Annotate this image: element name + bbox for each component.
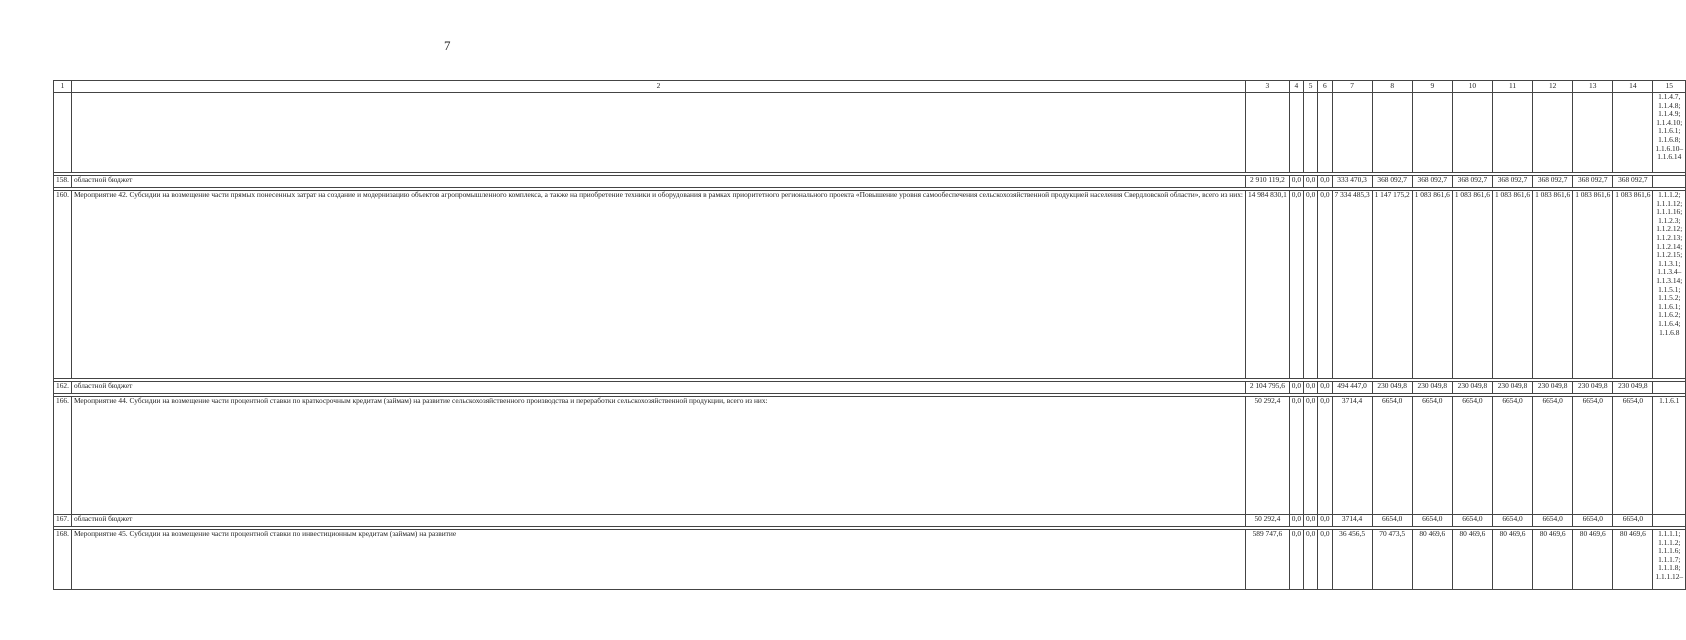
code-item: 1.1.2.12; [1656,224,1683,234]
value-cell: 6654,0 [1372,397,1412,515]
column-header: 13 [1573,81,1613,93]
row-name-cell: областной бюджет [71,382,1245,394]
codes-cell [1653,515,1686,527]
code-item: 1.1.6.1; [1658,126,1681,136]
value-cell: 333 470,3 [1332,176,1372,188]
value-cell: 80 469,6 [1492,530,1532,590]
value-cell: 230 049,8 [1492,382,1532,394]
code-item: 1.1.6.1; [1658,301,1681,311]
value-cell: 0,0 [1304,515,1318,527]
value-cell: 1 083 861,6 [1492,191,1532,379]
value-cell: 6654,0 [1412,515,1452,527]
value-cell: 368 092,7 [1412,176,1452,188]
value-cell: 0,0 [1318,397,1332,515]
value-cell: 6654,0 [1452,397,1492,515]
code-item: 1.1.5.1; [1658,284,1681,294]
row-number-cell: 162. [54,382,72,394]
value-cell: 6654,0 [1533,515,1573,527]
value-cell: 368 092,7 [1452,176,1492,188]
code-item: 1.1.1.12; [1656,198,1683,208]
value-cell: 6654,0 [1412,397,1452,515]
value-cell: 36 456,5 [1332,530,1372,590]
code-item: 1.1.2.3; [1658,215,1681,225]
value-cell: 6654,0 [1573,515,1613,527]
codes-cell [1653,382,1686,394]
column-header: 3 [1245,81,1289,93]
row-name-cell: областной бюджет [71,515,1245,527]
codes-cell [1653,530,1686,590]
value-cell: 368 092,7 [1613,176,1653,188]
value-cell: 80 469,6 [1573,530,1613,590]
value-cell: 0,0 [1304,176,1318,188]
code-item: 1.1.1.2; [1658,190,1681,199]
value-cell: 6654,0 [1613,515,1653,527]
value-cell: 7 334 485,3 [1332,191,1372,379]
column-header: 6 [1318,81,1332,93]
code-item: 1.1.1.7; [1658,554,1681,564]
code-item: 1.1.2.13; [1656,232,1683,242]
code-item: 1.1.4.8; [1658,100,1681,110]
table-row [54,93,1686,173]
row-name-cell [71,93,1245,173]
value-cell: 0,0 [1289,176,1303,188]
value-cell: 368 092,7 [1492,176,1532,188]
code-item: 1.1.1.2; [1658,537,1681,547]
table-row [54,397,1686,515]
value-cell: 494 447,0 [1332,382,1372,394]
value-cell [1289,93,1303,173]
value-cell [1412,93,1452,173]
value-cell: 2 104 795,6 [1245,382,1289,394]
value-cell: 0,0 [1289,530,1303,590]
value-cell: 0,0 [1318,530,1332,590]
value-cell: 3714,4 [1332,397,1372,515]
code-item: 1.1.1.16; [1656,207,1683,217]
value-cell: 0,0 [1318,515,1332,527]
value-cell [1304,93,1318,173]
column-header: 10 [1452,81,1492,93]
value-cell: 0,0 [1304,530,1318,590]
value-cell: 0,0 [1304,191,1318,379]
code-item: 1.1.1.1; [1658,529,1681,538]
row-name-cell: Мероприятие 45. Субсидии на возмещение части процентной ставки по инвестиционным кредитам (займам) на развитие [71,530,1245,590]
value-cell: 6654,0 [1573,397,1613,515]
codes-cell [1653,93,1686,173]
value-cell: 1 147 175,2 [1372,191,1412,379]
row-name-cell: Мероприятие 44. Субсидии на возмещение части процентной ставки по краткосрочным кредитам (займам) на развитие сельскохозяйственного производства и переработки сельскохозяйственной продукции, всего из них: [71,397,1245,515]
value-cell: 230 049,8 [1452,382,1492,394]
code-item: 1.1.6.14 [1657,152,1682,162]
row-name-cell: Мероприятие 42. Субсидии на возмещение части прямых понесенных затрат на создание и модернизацию объектов агропромышленного комплекса, а также на приобретение техники и оборудования в рамках приоритетного регионального проекта «Повышение уровня самообеспечения сельскохозяйственной продукцией населения Свердловской области», всего из них: [71,191,1245,379]
value-cell: 6654,0 [1492,397,1532,515]
code-item: 1.1.6.4; [1658,318,1681,328]
value-cell: 589 747,6 [1245,530,1289,590]
column-header: 4 [1289,81,1303,93]
value-cell: 368 092,7 [1573,176,1613,188]
code-item: 1.1.4.7, [1658,92,1681,101]
code-item: 1.1.6.2; [1658,310,1681,320]
code-item: 1.1.5.2; [1658,293,1681,303]
value-cell: 230 049,8 [1613,382,1653,394]
row-number-cell: 168. [54,530,72,590]
value-cell: 230 049,8 [1412,382,1452,394]
code-item: 1.1.1.6; [1658,546,1681,556]
value-cell: 80 469,6 [1613,530,1653,590]
value-cell: 230 049,8 [1372,382,1412,394]
codes-cell [1653,397,1686,515]
code-item: 1.1.6.8 [1659,327,1680,337]
value-cell: 6654,0 [1613,397,1653,515]
table-row [54,530,1686,590]
value-cell: 14 984 830,1 [1245,191,1289,379]
table-row [54,176,1686,188]
value-cell: 6654,0 [1533,397,1573,515]
code-item: 1.1.6.1 [1659,396,1680,405]
value-cell: 80 469,6 [1452,530,1492,590]
value-cell: 368 092,7 [1372,176,1412,188]
code-item: 1.1.2.15; [1656,250,1683,260]
row-number-cell: 158. [54,176,72,188]
column-header: 5 [1304,81,1318,93]
value-cell: 6654,0 [1492,515,1532,527]
value-cell: 1 083 861,6 [1613,191,1653,379]
column-header: 9 [1412,81,1452,93]
row-number-cell: 167. [54,515,72,527]
table-row [54,191,1686,379]
row-name-cell: областной бюджет [71,176,1245,188]
table-row [54,382,1686,394]
code-item: 1.1.3.4– [1657,267,1682,277]
value-cell: 6654,0 [1372,515,1412,527]
code-item: 1.1.4.9; [1658,109,1681,119]
value-cell: 230 049,8 [1533,382,1573,394]
table-row [54,515,1686,527]
value-cell: 0,0 [1289,382,1303,394]
value-cell [1372,93,1412,173]
header-row [54,81,1686,93]
code-item: 1.1.1.12– [1655,571,1684,581]
value-cell [1613,93,1653,173]
code-item: 1.1.3.14; [1656,275,1683,285]
value-cell: 1 083 861,6 [1573,191,1613,379]
value-cell: 0,0 [1304,382,1318,394]
value-cell: 0,0 [1318,176,1332,188]
code-item: 1.1.6.8; [1658,134,1681,144]
codes-cell [1653,191,1686,379]
value-cell: 80 469,6 [1533,530,1573,590]
value-cell [1533,93,1573,173]
value-cell: 80 469,6 [1412,530,1452,590]
column-header: 11 [1492,81,1532,93]
row-number-cell: 166. [54,397,72,515]
column-header: 8 [1372,81,1412,93]
value-cell: 1 083 861,6 [1412,191,1452,379]
value-cell: 0,0 [1289,515,1303,527]
value-cell: 0,0 [1289,191,1303,379]
column-header: 1 [54,81,72,93]
value-cell [1492,93,1532,173]
row-number-cell: 160. [54,191,72,379]
value-cell [1452,93,1492,173]
value-cell: 3714,4 [1332,515,1372,527]
value-cell: 0,0 [1318,191,1332,379]
value-cell: 230 049,8 [1573,382,1613,394]
code-item: 1.1.4.10; [1656,117,1683,127]
value-cell: 50 292,4 [1245,515,1289,527]
value-cell [1573,93,1613,173]
code-item: 1.1.3.1; [1658,258,1681,268]
column-header: 14 [1613,81,1653,93]
value-cell [1332,93,1372,173]
code-item: 1.1.6.10– [1655,143,1684,153]
value-cell: 0,0 [1304,397,1318,515]
table-body [54,81,1686,590]
column-header: 2 [71,81,1245,93]
codes-cell [1653,176,1686,188]
value-cell [1245,93,1289,173]
value-cell: 0,0 [1289,397,1303,515]
row-number-cell [54,93,72,173]
code-item: 1.1.2.14; [1656,241,1683,251]
value-cell: 2 910 119,2 [1245,176,1289,188]
column-header: 15 [1653,81,1686,93]
value-cell: 50 292,4 [1245,397,1289,515]
value-cell: 1 083 861,6 [1452,191,1492,379]
page-number: 7 [444,38,451,53]
value-cell: 70 473,5 [1372,530,1412,590]
value-cell: 368 092,7 [1533,176,1573,188]
value-cell: 1 083 861,6 [1533,191,1573,379]
budget-table [53,80,1686,590]
value-cell: 0,0 [1318,382,1332,394]
code-item: 1.1.1.8; [1658,563,1681,573]
column-header: 7 [1332,81,1372,93]
value-cell: 6654,0 [1452,515,1492,527]
column-header: 12 [1533,81,1573,93]
value-cell [1318,93,1332,173]
